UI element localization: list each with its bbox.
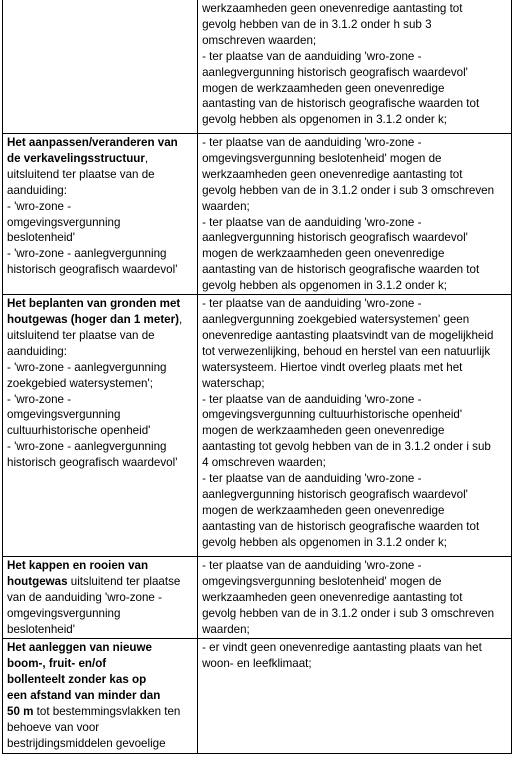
- requirement-cell: werkzaamheden geen onevenredige aantasting tot gevolg hebben van de in 3.1.2 onder h sub 3 omschreven waarden; - ter plaatse van de aanduiding 'wro-zone - aanlegvergunning historisch geografisch waardevol' mogen de werkzaamheden geen onevenredige aantasting van de historisch geografische waarden tot gevolg hebben als opgenomen in 3.1.2 onder k;: [198, 0, 512, 134]
- activity-cell: [3, 295, 198, 557]
- requirement-cell: - ter plaatse van de aanduiding 'wro-zone - omgevingsvergunning beslotenheid' mogen de werkzaamheden geen onevenredige aantasting tot gevolg hebben van de in 3.1.2 onder i sub 3 omschreven waarden;: [198, 557, 512, 639]
- activity-title: Het kappen en rooien van houtgewas: [7, 559, 149, 588]
- activity-cell: [3, 134, 198, 295]
- table-row: [3, 557, 512, 639]
- table-row: [3, 134, 512, 295]
- activity-title: Het aanpassen/veranderen van de verkavelingsstructuur: [7, 136, 178, 165]
- activity-cell: [3, 639, 198, 754]
- requirement-cell: - ter plaatse van de aanduiding 'wro-zone - aanlegvergunning zoekgebied watersystemen' geen onevenredige aantasting plaatsvindt van de mogelijkheid tot verwezenlijking, behoud en herstel van een natuurlijk watersysteem. Hiertoe vindt overleg plaats met het waterschap; - ter plaatse van de aanduiding 'wro-zone - omgevingsvergunning cultuurhistorische openheid' mogen de werkzaamheden geen onevenredige aantasting tot gevolg hebben van de in 3.1.2 onder i sub 4 omschreven waarden; - ter plaatse van de aanduiding 'wro-zone - aanlegvergunning historisch geografisch waardevol' mogen de werkzaamheden geen onevenredige aantasting van de historisch geografische waarden tot gevolg hebben als opgenomen in 3.1.2 onder k;: [198, 295, 512, 557]
- activity-cell: [3, 0, 198, 134]
- table-row: [3, 639, 512, 754]
- activity-condition: , uitsluitend ter plaatse van de aanduiding: - 'wro-zone - aanlegvergunning zoekgebied watersystemen'; - 'wro-zone - omgevingsvergunning cultuurhistorische openheid' - 'wro-zone - aanlegvergunning historisch geografisch waardevol': [7, 312, 183, 470]
- activity-condition: uitsluitend ter plaatse van de aanduiding 'wro-zone - omgevingsvergunning beslotenheid': [7, 574, 181, 636]
- requirement-cell: - er vindt geen onevenredige aantasting plaats van het woon- en leefklimaat;: [198, 639, 512, 754]
- regulation-table: [2, 0, 512, 754]
- activity-cell: [3, 557, 198, 639]
- table-row: [3, 0, 512, 134]
- activity-title: Het beplanten van gronden met houtgewas (hoger dan 1 meter): [7, 297, 181, 326]
- activity-title: Het aanleggen van nieuwe boom-, fruit- en/of bollenteelt zonder kas op een afstand van minder dan 50 m: [7, 641, 161, 718]
- requirement-cell: - ter plaatse van de aanduiding 'wro-zone - omgevingsvergunning beslotenheid' mogen de werkzaamheden geen onevenredige aantasting tot gevolg hebben van de in 3.1.2 onder i sub 3 omschreven waarden; - ter plaatse van de aanduiding 'wro-zone - aanlegvergunning historisch geografisch waardevol' mogen de werkzaamheden geen onevenredige aantasting van de historisch geografische waarden tot gevolg hebben als opgenomen in 3.1.2 onder k;: [198, 134, 512, 295]
- table-row: [3, 295, 512, 557]
- activity-condition: , uitsluitend ter plaatse van de aanduiding: - 'wro-zone - omgevingsvergunning beslotenheid' - 'wro-zone - aanlegvergunning historisch geografisch waardevol': [7, 151, 178, 277]
- activity-condition: tot bestemmingsvlakken ten behoeve van voor bestrijdingsmiddelen gevoelige: [7, 704, 181, 750]
